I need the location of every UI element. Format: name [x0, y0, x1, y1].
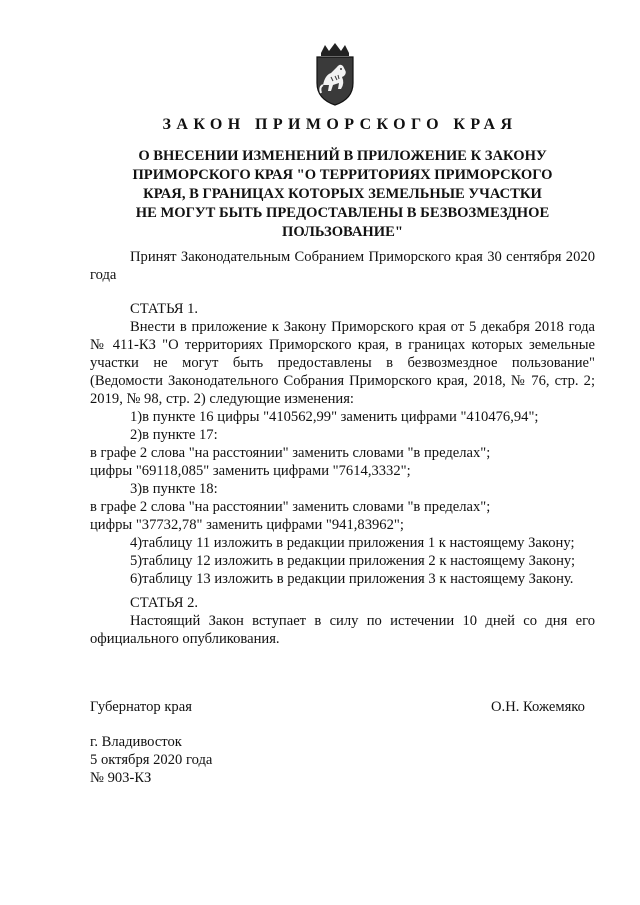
date: 5 октября 2020 года: [90, 752, 213, 768]
article-1-item-3: 3)в пункте 18:: [130, 481, 218, 497]
place-and-date: [90, 733, 212, 787]
article-1-item-6: 6)таблицу 13 изложить в редакции приложения 3 к настоящему Закону.: [130, 571, 574, 587]
law-title-line: ПОЛЬЗОВАНИЕ": [282, 224, 403, 240]
article-1-item-4: 4)таблицу 11 изложить в редакции приложения 1 к настоящему Закону;: [130, 535, 575, 551]
article-1-item-5: 5)таблицу 12 изложить в редакции приложения 2 к настоящему Закону;: [130, 553, 576, 569]
law-number: № 903-КЗ: [90, 770, 152, 786]
governor-title: Губернатор края: [90, 699, 192, 715]
article-1-item-3-a: в графе 2 слова "на расстоянии" заменить словами "в пределах";: [90, 499, 491, 515]
article-1-heading: СТАТЬЯ 1.: [130, 301, 199, 317]
article-1-item-3-b: цифры "37732,78" заменить цифрами "941,83962";: [90, 517, 404, 533]
law-title-line: НЕ МОГУТ БЫТЬ ПРЕДОСТАВЛЕНЫ В БЕЗВОЗМЕЗДНОЕ: [135, 205, 550, 221]
article-1-item-2-a: в графе 2 слова "на расстоянии" заменить словами "в пределах";: [90, 445, 491, 461]
article-1: [90, 300, 595, 588]
primorsky-krai-coat-of-arms-icon: [307, 43, 363, 107]
law-title-line: ПРИМОРСКОГО КРАЯ "О ТЕРРИТОРИЯХ ПРИМОРСКОГО: [132, 167, 553, 183]
law-title: [90, 147, 595, 242]
law-title-line: КРАЯ, В ГРАНИЦАХ КОТОРЫХ ЗЕМЕЛЬНЫЕ УЧАСТКИ: [143, 186, 542, 202]
law-heading: ЗАКОН ПРИМОРСКОГО КРАЯ: [162, 116, 518, 133]
article-1-intro: Внести в приложение к Закону Приморского края от 5 декабря 2018 года № 411-КЗ "О территориях Приморского края, в границах которых земельные участки не могут быть предоставлены в безвозмездное пользование" (Ведомости Законодательного Собрания Приморского края, 2018, № 76, стр. 2; 2019, № 98, стр. 2) следующие изменения:: [90, 319, 595, 407]
article-2-text: Настоящий Закон вступает в силу по истечении 10 дней со дня его официального опубликования.: [90, 613, 595, 647]
article-1-item-2: 2)в пункте 17:: [130, 427, 218, 443]
adoption-statement: Принят Законодательным Собранием Приморского края 30 сентября 2020 года: [90, 249, 595, 283]
article-2: [90, 594, 595, 648]
governor-name: О.Н. Кожемяко: [491, 699, 585, 715]
article-1-item-2-b: цифры "69118,085" заменить цифрами "7614,3332";: [90, 463, 411, 479]
article-1-item-1: 1)в пункте 16 цифры "410562,99" заменить цифрами "410476,94";: [130, 409, 539, 425]
city: г. Владивосток: [90, 734, 182, 750]
article-2-heading: СТАТЬЯ 2.: [130, 595, 199, 611]
law-title-line: О ВНЕСЕНИИ ИЗМЕНЕНИЙ В ПРИЛОЖЕНИЕ К ЗАКОНУ: [138, 148, 547, 164]
